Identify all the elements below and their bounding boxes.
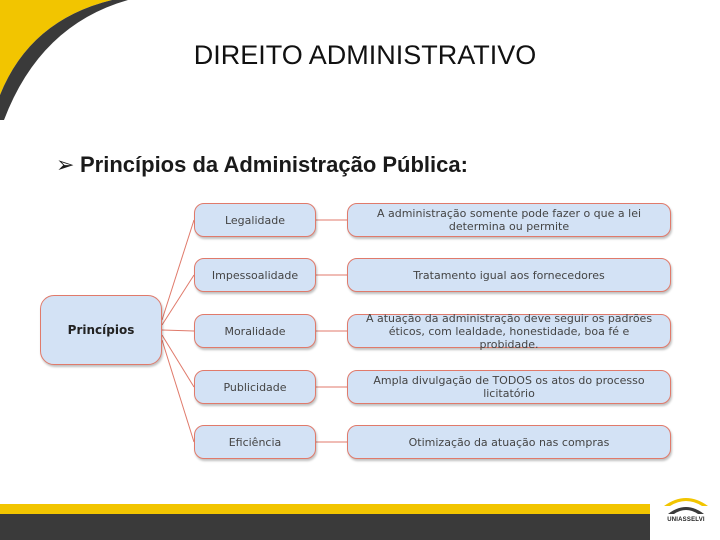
connector-legalidade (162, 220, 194, 320)
connector-moralidade (162, 330, 194, 331)
principle-moralidade: Moralidade (194, 314, 316, 348)
logo-mark-icon (658, 492, 714, 518)
principle-legalidade: Legalidade (194, 203, 316, 237)
description-publicidade: Ampla divulgação de TODOS os atos do processo licitatório (347, 370, 671, 404)
principle-publicidade: Publicidade (194, 370, 316, 404)
bottom-band-decoration (0, 500, 720, 540)
principle-eficiencia: Eficiência (194, 425, 316, 459)
section-heading-text: Princípios da Administração Pública: (80, 152, 468, 177)
description-moralidade: A atuação da administração deve seguir os padrões éticos, com lealdade, honestidade, boa fé e probidade. (347, 314, 671, 348)
connector-impessoalidade (162, 275, 194, 325)
description-legalidade: A administração somente pode fazer o que a lei determina ou permite (347, 203, 671, 237)
slide-title: DIREITO ADMINISTRATIVO (193, 40, 537, 70)
logo-text: UNIASSELVI (667, 517, 705, 523)
arrow-bullet-icon: ➢ (56, 152, 75, 177)
principios-root-node: Princípios (40, 295, 162, 365)
description-eficiencia: Otimização da atuação nas compras (347, 425, 671, 459)
connector-publicidade (162, 335, 194, 387)
connector-eficiencia (162, 340, 194, 442)
uniasselvi-logo (658, 492, 714, 526)
description-impessoalidade: Tratamento igual aos fornecedores (347, 258, 671, 292)
principle-impessoalidade: Impessoalidade (194, 258, 316, 292)
